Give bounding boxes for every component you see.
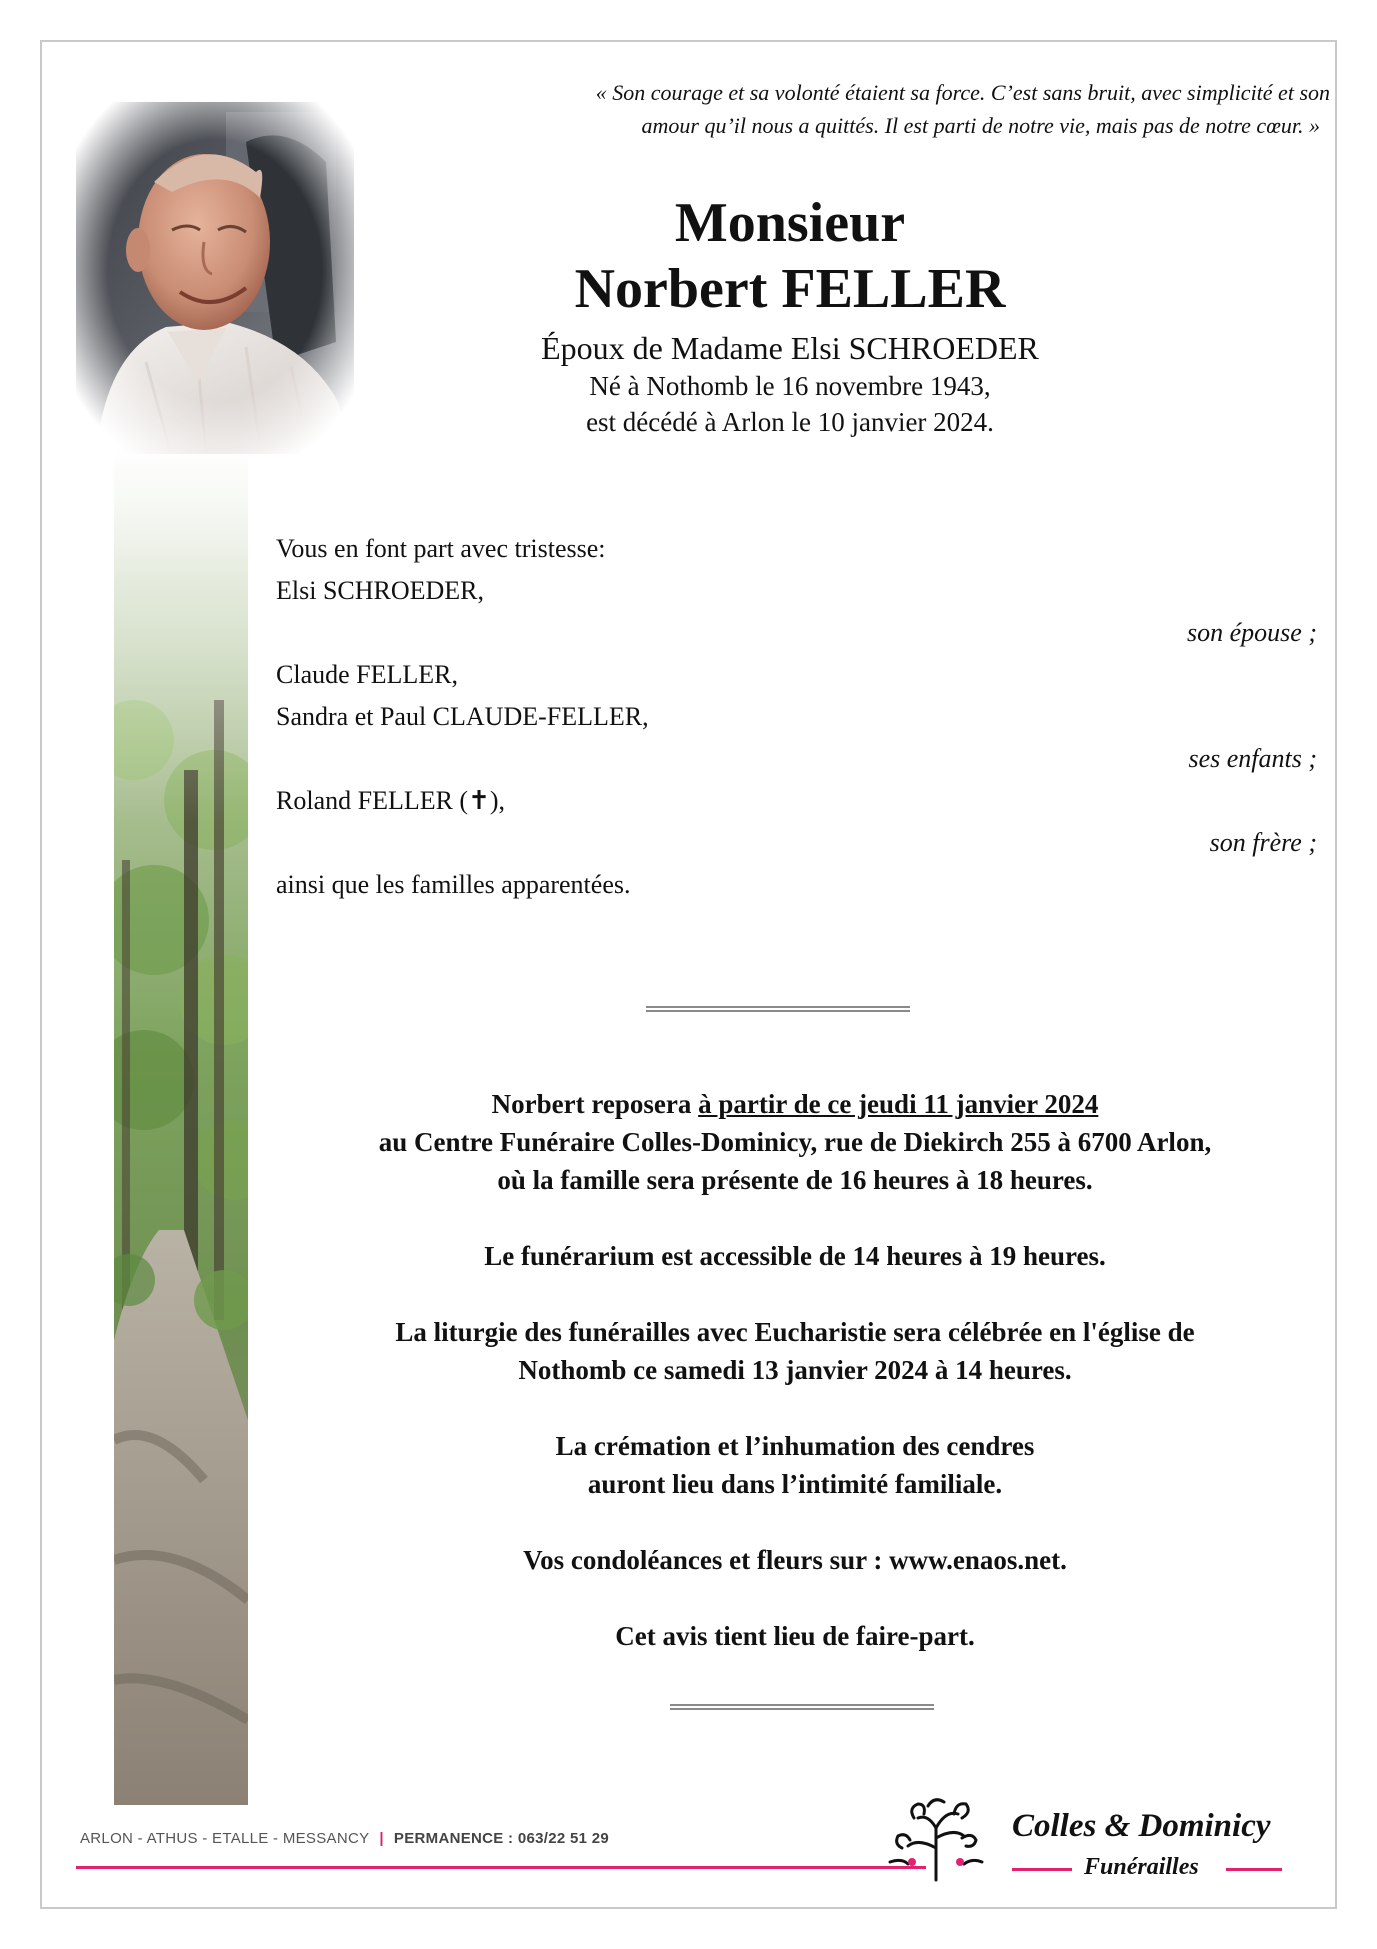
footer-permanence: PERMANENCE : 063/22 51 29	[393, 1830, 609, 1847]
notice-visitation-date: à partir de ce jeudi 11 janvier 2024	[698, 1089, 1099, 1119]
notice-cremation-line-1: La crémation et l’inhumation des cendres	[555, 1431, 1035, 1461]
brand-name: Colles & Dominicy	[1012, 1808, 1271, 1844]
footer-separator: |	[379, 1830, 384, 1847]
spouse-line: Époux de Madame Elsi SCHROEDER	[541, 330, 1039, 366]
family-children-role: ses enfants ;	[1188, 744, 1317, 773]
tree-logo-icon	[888, 1788, 984, 1884]
family-others: ainsi que les familles apparentées.	[276, 870, 631, 899]
footer-locations: ARLON - ATHUS - ETALLE - MESSANCY	[80, 1830, 370, 1847]
deceased-name: Norbert FELLER	[574, 258, 1006, 320]
footer-accent-line	[76, 1866, 926, 1869]
epitaph-quote	[360, 76, 1330, 142]
quote-line-2: amour qu’il nous a quittés. Il est parti de notre vie, mais pas de notre cœur. »	[641, 113, 1320, 138]
family-brother: Roland FELLER (✝),	[276, 786, 506, 815]
funeral-home-logo	[888, 1788, 1288, 1888]
forest-path-photo	[114, 440, 248, 1805]
notice-visitation-hours: où la famille sera présente de 16 heures à 18 heures.	[497, 1165, 1093, 1195]
footer-contact	[80, 1830, 609, 1847]
family-child-1: Claude FELLER,	[276, 660, 458, 689]
section-divider-bottom	[670, 1704, 934, 1710]
family-announcement	[276, 528, 1324, 906]
death-line: est décédé à Arlon le 10 janvier 2024.	[586, 407, 994, 437]
notice-visitation-place: au Centre Funéraire Colles-Dominicy, rue de Diekirch 255 à 6700 Arlon,	[378, 1127, 1212, 1157]
funeral-notice	[280, 1085, 1310, 1693]
notice-liturgy-line-2: Nothomb ce samedi 13 janvier 2024 à 14 heures.	[518, 1355, 1072, 1385]
family-brother-role: son frère ;	[1209, 828, 1317, 857]
notice-liturgy-line-1: La liturgie des funérailles avec Eucharistie sera célébrée en l'église de	[395, 1317, 1195, 1347]
brand-accent-right	[1226, 1868, 1282, 1871]
honorific-title: Monsieur	[674, 192, 906, 254]
notice-visitation-start: Norbert reposera	[491, 1089, 699, 1119]
quote-line-1: « Son courage et sa volonté étaient sa force. C’est sans bruit, avec simplicité et son	[595, 80, 1330, 105]
birth-line: Né à Nothomb le 16 novembre 1943,	[589, 371, 991, 401]
section-divider	[646, 1006, 910, 1012]
brand-subtitle: Funérailles	[1084, 1854, 1199, 1880]
brand-accent-left	[1012, 1868, 1072, 1871]
deceased-portrait	[76, 102, 354, 454]
notice-cremation-line-2: auront lieu dans l’intimité familiale.	[587, 1469, 1003, 1499]
deceased-header	[470, 190, 1110, 440]
notice-cremation	[280, 1427, 1310, 1503]
family-spouse-role: son épouse ;	[1187, 618, 1317, 647]
notice-funerarium-hours: Le funérarium est accessible de 14 heures à 19 heures.	[484, 1241, 1106, 1271]
notice-liturgy	[280, 1313, 1310, 1389]
family-intro: Vous en font part avec tristesse:	[276, 534, 606, 563]
notice-visitation	[280, 1085, 1310, 1199]
family-spouse-name: Elsi SCHROEDER,	[276, 576, 485, 605]
notice-condolences: Vos condoléances et fleurs sur : www.enaos.net.	[523, 1545, 1067, 1575]
family-child-2: Sandra et Paul CLAUDE-FELLER,	[276, 702, 649, 731]
notice-faire-part: Cet avis tient lieu de faire-part.	[615, 1621, 975, 1651]
